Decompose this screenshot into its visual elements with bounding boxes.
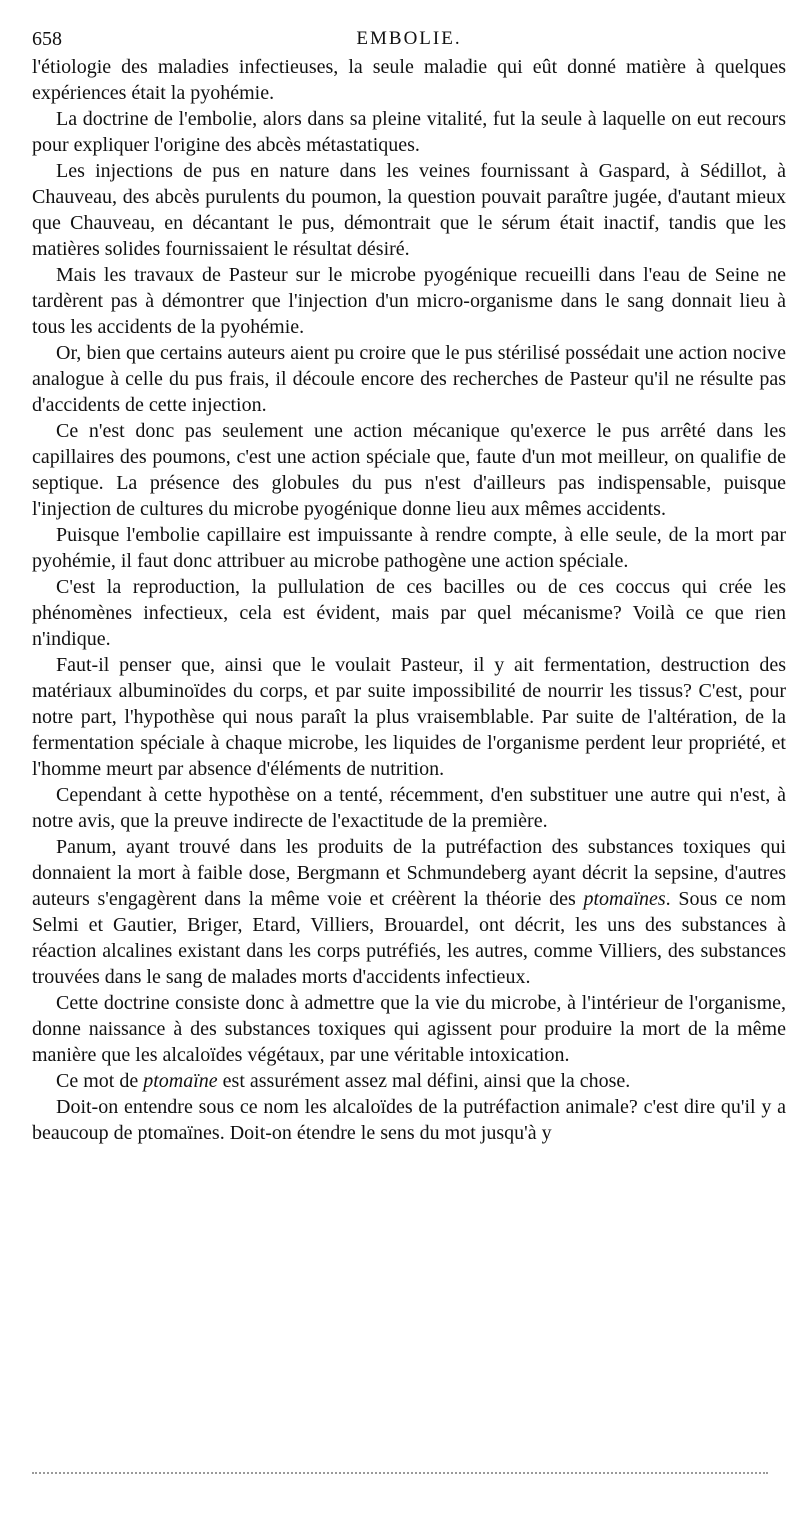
text-run: Ce mot de xyxy=(56,1070,144,1092)
paragraph: Mais les travaux de Pasteur sur le microbe pyogénique recueilli dans l'eau de Seine ne tardèrent pas à démontrer que l'injection d'un micro-organisme dans le sang donnait lieu à tous les accidents de la pyohémie. xyxy=(32,264,786,338)
paragraph: Cette doctrine consiste donc à admettre que la vie du microbe, à l'intérieur de l'organisme, donne naissance à des substances toxiques qui agissent pour produire la mort de la même manière que les alcaloïdes végétaux, par une véritable intoxication. xyxy=(32,992,786,1066)
paragraph-ptomaines xyxy=(32,834,786,990)
emphasis-term: ptomaïne xyxy=(143,1070,218,1092)
paragraph-mot xyxy=(32,1068,786,1094)
paragraph: C'est la reproduction, la pullulation de ces bacilles ou de ces coccus qui crée les phénomènes infectieux, cela est évident, mais par quel mécanisme? Voilà ce que rien n'indique. xyxy=(32,576,786,650)
paragraph: Doit-on entendre sous ce nom les alcaloïdes de la putréfaction animale? c'est dire qu'il y a beaucoup de ptomaïnes. Doit-on étendre le sens du mot jusqu'à y xyxy=(32,1096,786,1144)
paragraph: Faut-il penser que, ainsi que le voulait Pasteur, il y ait fermentation, destruction des matériaux albuminoïdes du corps, et par suite impossibilité de nourrir les tissus? C'est, pour notre part, l'hypothèse qui nous paraît la plus vraisemblable. Par suite de l'altération, de la fermentation spéciale à chaque microbe, les liquides de l'organisme perdent leur propriété, et l'homme meurt par absence d'éléments de nutrition. xyxy=(32,654,786,780)
paragraph: Puisque l'embolie capillaire est impuissante à rendre compte, à elle seule, de la mort par pyohémie, il faut donc attribuer au microbe pathogène une action spéciale. xyxy=(32,524,786,572)
page xyxy=(32,28,786,1146)
emphasis-term: ptomaïnes xyxy=(583,888,666,910)
running-head xyxy=(32,28,786,52)
text-run: est assurément assez mal défini, ainsi que la chose. xyxy=(217,1070,631,1092)
body-text xyxy=(32,54,786,1146)
paragraph: l'étiologie des maladies infectieuses, la seule maladie qui eût donné matière à quelques expériences était la pyohémie. xyxy=(32,56,786,104)
paragraph: Ce n'est donc pas seulement une action mécanique qu'exerce le pus arrêté dans les capillaires des poumons, c'est une action spéciale que, faute d'un mot meilleur, on qualifie de septique. La présence des globules du pus n'est d'ailleurs pas indispensable, puisque l'injection de cultures du microbe pyogénique donne lieu aux mêmes accidents. xyxy=(32,420,786,520)
paragraph: Or, bien que certains auteurs aient pu croire que le pus stérilisé possédait une action nocive analogue à celle du pus frais, il découle encore des recherches de Pasteur qu'il ne résulte pas d'accidents de cette injection. xyxy=(32,342,786,416)
text-run: . Sous ce nom Selmi et Gautier, Briger, Etard, Villiers, Brouardel, ont décrit, les uns des substances à réaction alcalines existant dans les corps putréfiés, les autres, comme Villiers, des substances trouvées dans le sang de malades morts d'accidents infectieux. xyxy=(32,888,787,988)
paragraph: La doctrine de l'embolie, alors dans sa pleine vitalité, fut la seule à laquelle on eut recours pour expliquer l'origine des abcès métastatiques. xyxy=(32,108,786,156)
scan-artifact-line xyxy=(32,1472,768,1474)
running-title: EMBOLIE. xyxy=(356,28,462,49)
text-run: Panum, ayant trouvé dans les produits de la putréfaction des substances toxiques qui donnaient la mort à faible dose, Bergmann et Schmundeberg ayant décrit la sepsine, d'autres auteurs s'engagèrent dans la même voie et créèrent la théorie des xyxy=(32,836,786,910)
paragraph: Cependant à cette hypothèse on a tenté, récemment, d'en substituer une autre qui n'est, à notre avis, que la preuve indirecte de l'exactitude de la première. xyxy=(32,784,786,832)
paragraph: Les injections de pus en nature dans les veines fournissant à Gaspard, à Sédillot, à Chauveau, des abcès purulents du poumon, la question pouvait paraître jugée, d'autant mieux que Chauveau, en décantant le pus, démontrait que le sérum était inactif, tandis que les matières solides fournissaient le résultat désiré. xyxy=(32,160,786,260)
page-number: 658 xyxy=(32,28,62,50)
